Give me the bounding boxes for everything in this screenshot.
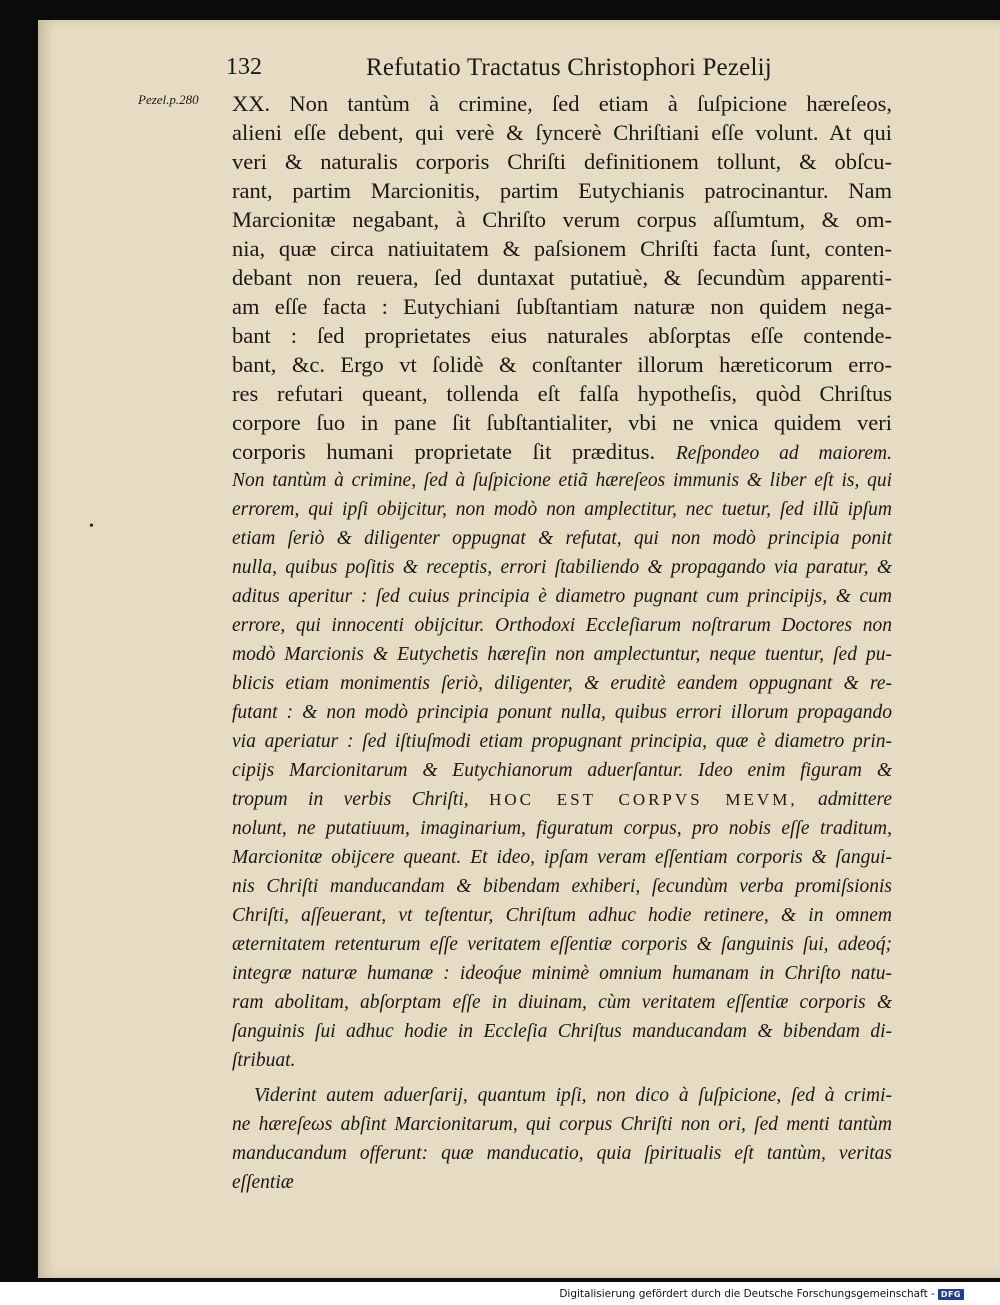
paragraph-roman <box>232 89 892 466</box>
text-line: nia, quæ circa natiuitatem & paſsionem Chriſti facta ſunt, conten- <box>232 236 892 261</box>
text-line-caps <box>232 785 892 814</box>
text-line: nulla, quibus poſitis & receptis, errori ſtabiliendo & propagando via paratur, & <box>232 557 892 578</box>
catchword: eſſentiæ <box>232 1172 294 1193</box>
running-title: Refutatio Tractatus Christophori Pezelij <box>366 54 772 81</box>
text-line: Non tantùm à crimine, ſed à ſuſpicione etiã hæreſeos immunis & liber eſt is, qui <box>232 470 892 491</box>
paragraph-italic-response <box>232 466 892 1075</box>
text-line: aditus aperitur : ſed cuius principia è diametro pugnant cum principijs, & cum <box>232 586 892 607</box>
caps-line-before: tropum in verbis Chriſti, <box>232 789 469 810</box>
text-line: ſanguinis ſui adhuc hodie in Eccleſia Chriſtus manducandam & bibendam di- <box>232 1021 892 1042</box>
margin-note: Pezel.p.280 <box>138 92 199 107</box>
page-number: 132 <box>226 54 262 80</box>
page-header <box>226 52 886 86</box>
text-line: res refutari queant, tollenda eſt falſa hypotheſis, quòd Chriſtus <box>232 381 892 406</box>
text-line: futant : & non modò principia ponunt nulla, quibus errori illorum propagando <box>232 702 892 723</box>
text-line: manducandum offerunt: quæ manducatio, quia ſpiritualis eſt tantùm, veritas <box>232 1143 892 1164</box>
body-text <box>232 89 892 1197</box>
text-line: via aperiatur : ſed iſtiuſmodi etiam propugnant principia, quæ è diametro prin- <box>232 731 892 752</box>
text-line: errorem, qui ipſi obijcitur, non modò non amplectitur, nec tuetur, ſed illũ ipſum <box>232 499 892 520</box>
text-line: etiam ſeriò & diligenter oppugnat & refutat, qui non modò principia ponit <box>232 528 892 549</box>
text-line: Chriſti, aſſeuerant, vt teſtentur, Chriſtum adhuc hodie retinere, & in omnem <box>232 905 892 926</box>
text-line: Marcionitæ negabant, à Chriſto verum corpus aſſumtum, & om- <box>232 207 892 232</box>
text-line: integræ naturæ humanæ : ideoq́ue minimè omnium humanam in Chriſto natu- <box>232 963 892 984</box>
text-line: nolunt, ne putatiuum, imaginarium, figuratum corpus, pro nobis eſſe traditum, <box>232 818 892 839</box>
caps-line-after: admittere <box>818 789 893 810</box>
text-line: veri & naturalis corporis Chriſti definitionem tollunt, & obſcu- <box>232 149 892 174</box>
scripture-quote: HOC EST CORPVS MEVM, <box>489 790 798 809</box>
text-line: errore, qui innocenti obijcitur. Orthodoxi Eccleſiarum noſtrarum Doctores non <box>232 615 892 636</box>
text-line-mixed <box>232 437 892 466</box>
text-line: ram abolitam, abſorptam eſſe in diuinam, cùm veritatem eſſentiæ corporis & <box>232 992 892 1013</box>
text-line: XX. Non tantùm à crimine, ſed etiam à ſuſpicione hæreſeos, <box>232 91 892 116</box>
text-line: Viderint autem aduerſarij, quantum ipſi, non dico à ſuſpicione, ſed à crimi- <box>254 1085 892 1106</box>
text-line: rant, partim Marcionitis, partim Eutychianis patrocinantur. Nam <box>232 178 892 203</box>
text-line: corpore ſuo in pane ſit ſubſtantialiter, vbi ne vnica quidem veri <box>232 410 892 435</box>
text-line: cipijs Marcionitarum & Eutychianorum aduerſantur. Ideo enim figuram & <box>232 760 892 781</box>
digitization-footer <box>559 1288 964 1300</box>
text-line: ſtribuat. <box>232 1050 296 1071</box>
paragraph-italic-conclusion <box>232 1081 892 1197</box>
text-line: Marcionitæ obijcere queant. Et ideo, ipſam veram eſſentiam corporis & ſangui- <box>232 847 892 868</box>
text-line: alieni eſſe debent, qui verè & ſyncerè Chriſtiani eſſe volunt. At qui <box>232 120 892 145</box>
text-line: bant : ſed proprietates eius naturales abſorptas eſſe contende- <box>232 323 892 348</box>
mixed-roman-text: corporis humani proprietate ſit præditus. <box>232 439 656 464</box>
text-line: debant non reuera, ſed duntaxat putatiuè, & ſecundùm apparenti- <box>232 265 892 290</box>
text-line: nis Chriſti manducandam & bibendam exhiberi, ſecundùm verba promiſsionis <box>232 876 892 897</box>
text-line: æternitatem retenturum eſſe veritatem eſſentiæ corporis & ſanguinis ſui, adeoq́; <box>232 934 892 955</box>
dfg-logo: DFG <box>938 1289 964 1300</box>
text-line: ne hæreſeωs abſint Marcionitarum, qui corpus Chriſti non ori, ſed menti tantùm <box>232 1114 892 1135</box>
text-line: modò Marcionis & Eutychetis hæreſin non amplectuntur, neque tuentur, ſed pu- <box>232 644 892 665</box>
text-line: blicis etiam monimentis ſeriò, diligenter, & eruditè eandem oppugnant & re- <box>232 673 892 694</box>
mixed-italic-text: Reſpondeo ad maiorem. <box>675 443 892 464</box>
margin-mark: • <box>89 519 94 534</box>
text-line: bant, &c. Ergo vt ſolidè & conſtanter illorum hæreticorum erro- <box>232 352 892 377</box>
text-line: am eſſe facta : Eutychiani ſubſtantiam naturæ non quidem nega- <box>232 294 892 319</box>
footer-credit-text: Digitalisierung gefördert durch die Deutsche Forschungsgemeinschaft - <box>559 1288 935 1300</box>
